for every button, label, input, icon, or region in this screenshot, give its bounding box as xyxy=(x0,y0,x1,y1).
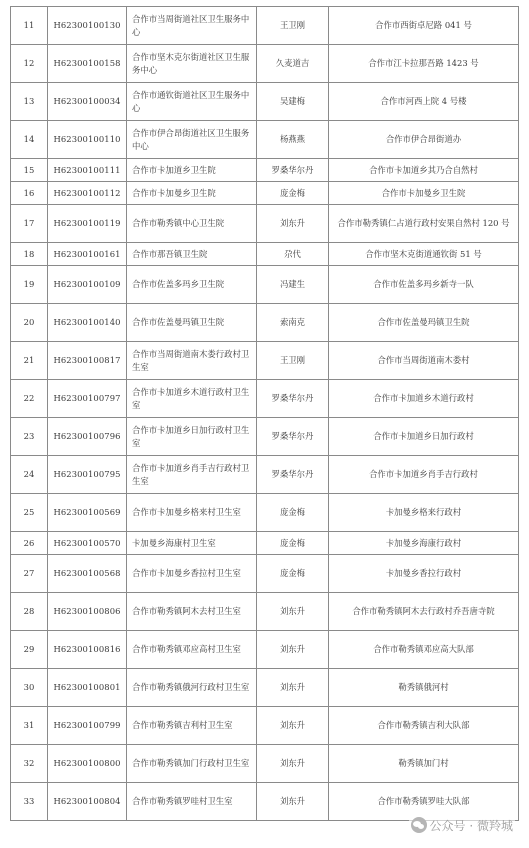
cell-institution-name: 合作市勒秀镇加门行政村卫生室 xyxy=(127,745,257,783)
table-row xyxy=(11,380,519,418)
cell-institution-name: 合作市卡加道乡肖手吉行政村卫生室 xyxy=(127,456,257,494)
cell-code: H62300100161 xyxy=(48,243,127,266)
cell-address: 合作市卡加曼乡卫生院 xyxy=(329,182,519,205)
cell-code: H62300100111 xyxy=(48,159,127,182)
cell-institution-name: 合作市勒秀镇罗哇村卫生室 xyxy=(127,783,257,821)
cell-number: 21 xyxy=(11,342,48,380)
cell-person: 刘东升 xyxy=(257,593,329,631)
cell-number: 15 xyxy=(11,159,48,182)
table-row xyxy=(11,45,519,83)
cell-person: 久麦道吉 xyxy=(257,45,329,83)
cell-number: 27 xyxy=(11,555,48,593)
cell-address: 合作市河西上院 4 号楼 xyxy=(329,83,519,121)
watermark xyxy=(409,816,515,834)
table-row xyxy=(11,783,519,821)
table-row xyxy=(11,121,519,159)
cell-code: H62300100570 xyxy=(48,532,127,555)
cell-address: 合作市勒秀镇邓应高大队部 xyxy=(329,631,519,669)
cell-address: 合作市西街卓尼路 041 号 xyxy=(329,7,519,45)
cell-address: 合作市卡加道乡肖手吉行政村 xyxy=(329,456,519,494)
cell-number: 33 xyxy=(11,783,48,821)
cell-code: H62300100110 xyxy=(48,121,127,159)
cell-person: 刘东升 xyxy=(257,745,329,783)
cell-code: H62300100804 xyxy=(48,783,127,821)
cell-number: 17 xyxy=(11,205,48,243)
cell-person: 庞金梅 xyxy=(257,182,329,205)
cell-institution-name: 合作市坚木克尔街道社区卫生服务中心 xyxy=(127,45,257,83)
cell-code: H62300100806 xyxy=(48,593,127,631)
cell-code: H62300100801 xyxy=(48,669,127,707)
cell-number: 29 xyxy=(11,631,48,669)
table-body xyxy=(11,7,519,821)
cell-institution-name: 合作市勒秀镇邓应高村卫生室 xyxy=(127,631,257,669)
cell-number: 13 xyxy=(11,83,48,121)
cell-institution-name: 合作市佐盖多玛乡卫生院 xyxy=(127,266,257,304)
cell-number: 20 xyxy=(11,304,48,342)
cell-institution-name: 合作市卡加曼乡香拉村卫生室 xyxy=(127,555,257,593)
cell-address: 合作市当周街道南木娄村 xyxy=(329,342,519,380)
cell-code: H62300100140 xyxy=(48,304,127,342)
cell-address: 合作市勒秀镇罗哇大队部 xyxy=(329,783,519,821)
cell-code: H62300100158 xyxy=(48,45,127,83)
cell-person: 尕代 xyxy=(257,243,329,266)
cell-person: 罗桑华尔丹 xyxy=(257,456,329,494)
cell-address: 合作市勒秀镇吉利大队部 xyxy=(329,707,519,745)
watermark-text: 公众号 · 微羚城 xyxy=(429,818,513,833)
cell-address: 卡加曼乡海康行政村 xyxy=(329,532,519,555)
cell-institution-name: 合作市卡加道乡木道行政村卫生室 xyxy=(127,380,257,418)
table-row xyxy=(11,159,519,182)
cell-address: 卡加曼乡香拉行政村 xyxy=(329,555,519,593)
table-row xyxy=(11,342,519,380)
cell-address: 合作市勒秀镇仁占道行政村安果自然村 120 号 xyxy=(329,205,519,243)
cell-person: 庞金梅 xyxy=(257,494,329,532)
institution-table xyxy=(10,6,519,821)
cell-person: 冯建生 xyxy=(257,266,329,304)
cell-institution-name: 合作市卡加曼乡格来村卫生室 xyxy=(127,494,257,532)
cell-address: 卡加曼乡格来行政村 xyxy=(329,494,519,532)
cell-code: H62300100130 xyxy=(48,7,127,45)
table-row xyxy=(11,494,519,532)
cell-institution-name: 卡加曼乡海康村卫生室 xyxy=(127,532,257,555)
cell-person: 索南克 xyxy=(257,304,329,342)
table-row xyxy=(11,669,519,707)
cell-number: 32 xyxy=(11,745,48,783)
cell-code: H62300100797 xyxy=(48,380,127,418)
cell-code: H62300100816 xyxy=(48,631,127,669)
table-row xyxy=(11,243,519,266)
cell-person: 王卫刚 xyxy=(257,342,329,380)
cell-number: 25 xyxy=(11,494,48,532)
cell-institution-name: 合作市勒秀镇阿木去村卫生室 xyxy=(127,593,257,631)
cell-institution-name: 合作市勒秀镇吉利村卫生室 xyxy=(127,707,257,745)
cell-address: 合作市伊合昂街道办 xyxy=(329,121,519,159)
table-row xyxy=(11,266,519,304)
cell-address: 合作市卡加道乡木道行政村 xyxy=(329,380,519,418)
cell-address: 合作市卡加道乡其乃合自然村 xyxy=(329,159,519,182)
cell-person: 刘东升 xyxy=(257,205,329,243)
table-row xyxy=(11,555,519,593)
cell-number: 30 xyxy=(11,669,48,707)
cell-number: 12 xyxy=(11,45,48,83)
cell-address: 勒秀镇俄河村 xyxy=(329,669,519,707)
cell-code: H62300100800 xyxy=(48,745,127,783)
cell-code: H62300100796 xyxy=(48,418,127,456)
cell-person: 庞金梅 xyxy=(257,555,329,593)
cell-number: 23 xyxy=(11,418,48,456)
cell-number: 11 xyxy=(11,7,48,45)
cell-institution-name: 合作市勒秀镇俄河行政村卫生室 xyxy=(127,669,257,707)
cell-code: H62300100109 xyxy=(48,266,127,304)
cell-code: H62300100034 xyxy=(48,83,127,121)
cell-address: 合作市佐盖曼玛镇卫生院 xyxy=(329,304,519,342)
cell-person: 王卫刚 xyxy=(257,7,329,45)
cell-institution-name: 合作市当周街道南木娄行政村卫生室 xyxy=(127,342,257,380)
cell-number: 24 xyxy=(11,456,48,494)
cell-number: 14 xyxy=(11,121,48,159)
table-row xyxy=(11,304,519,342)
cell-person: 庞金梅 xyxy=(257,532,329,555)
cell-institution-name: 合作市卡加道乡卫生院 xyxy=(127,159,257,182)
cell-person: 罗桑华尔丹 xyxy=(257,159,329,182)
cell-person: 吴建梅 xyxy=(257,83,329,121)
cell-code: H62300100568 xyxy=(48,555,127,593)
table-row xyxy=(11,745,519,783)
cell-person: 刘东升 xyxy=(257,783,329,821)
cell-address: 合作市江卡拉那吾路 1423 号 xyxy=(329,45,519,83)
table-row xyxy=(11,7,519,45)
cell-number: 18 xyxy=(11,243,48,266)
cell-person: 刘东升 xyxy=(257,631,329,669)
cell-institution-name: 合作市当周街道社区卫生服务中心 xyxy=(127,7,257,45)
cell-address: 合作市坚木克街道通钦街 51 号 xyxy=(329,243,519,266)
cell-address: 勒秀镇加门村 xyxy=(329,745,519,783)
cell-institution-name: 合作市佐盖曼玛镇卫生院 xyxy=(127,304,257,342)
cell-number: 26 xyxy=(11,532,48,555)
cell-address: 合作市勒秀镇阿木去行政村乔吾唐寺院 xyxy=(329,593,519,631)
cell-number: 31 xyxy=(11,707,48,745)
table-row xyxy=(11,83,519,121)
table-row xyxy=(11,182,519,205)
cell-number: 16 xyxy=(11,182,48,205)
cell-code: H62300100817 xyxy=(48,342,127,380)
table-row xyxy=(11,707,519,745)
wechat-icon xyxy=(411,817,427,833)
cell-institution-name: 合作市勒秀镇中心卫生院 xyxy=(127,205,257,243)
cell-institution-name: 合作市通钦街道社区卫生服务中心 xyxy=(127,83,257,121)
cell-code: H62300100795 xyxy=(48,456,127,494)
cell-person: 杨燕燕 xyxy=(257,121,329,159)
table-row xyxy=(11,205,519,243)
cell-institution-name: 合作市那吾镇卫生院 xyxy=(127,243,257,266)
document-page xyxy=(10,6,518,821)
cell-number: 22 xyxy=(11,380,48,418)
cell-person: 罗桑华尔丹 xyxy=(257,380,329,418)
table-row xyxy=(11,418,519,456)
cell-number: 28 xyxy=(11,593,48,631)
cell-code: H62300100799 xyxy=(48,707,127,745)
cell-person: 刘东升 xyxy=(257,707,329,745)
cell-person: 刘东升 xyxy=(257,669,329,707)
cell-institution-name: 合作市伊合昂街道社区卫生服务中心 xyxy=(127,121,257,159)
cell-code: H62300100119 xyxy=(48,205,127,243)
table-row xyxy=(11,593,519,631)
cell-institution-name: 合作市卡加曼乡卫生院 xyxy=(127,182,257,205)
cell-code: H62300100112 xyxy=(48,182,127,205)
cell-person: 罗桑华尔丹 xyxy=(257,418,329,456)
table-row xyxy=(11,456,519,494)
cell-address: 合作市卡加道乡日加行政村 xyxy=(329,418,519,456)
cell-number: 19 xyxy=(11,266,48,304)
table-row xyxy=(11,532,519,555)
cell-institution-name: 合作市卡加道乡日加行政村卫生室 xyxy=(127,418,257,456)
table-row xyxy=(11,631,519,669)
cell-code: H62300100569 xyxy=(48,494,127,532)
cell-address: 合作市佐盖多玛乡新寺一队 xyxy=(329,266,519,304)
